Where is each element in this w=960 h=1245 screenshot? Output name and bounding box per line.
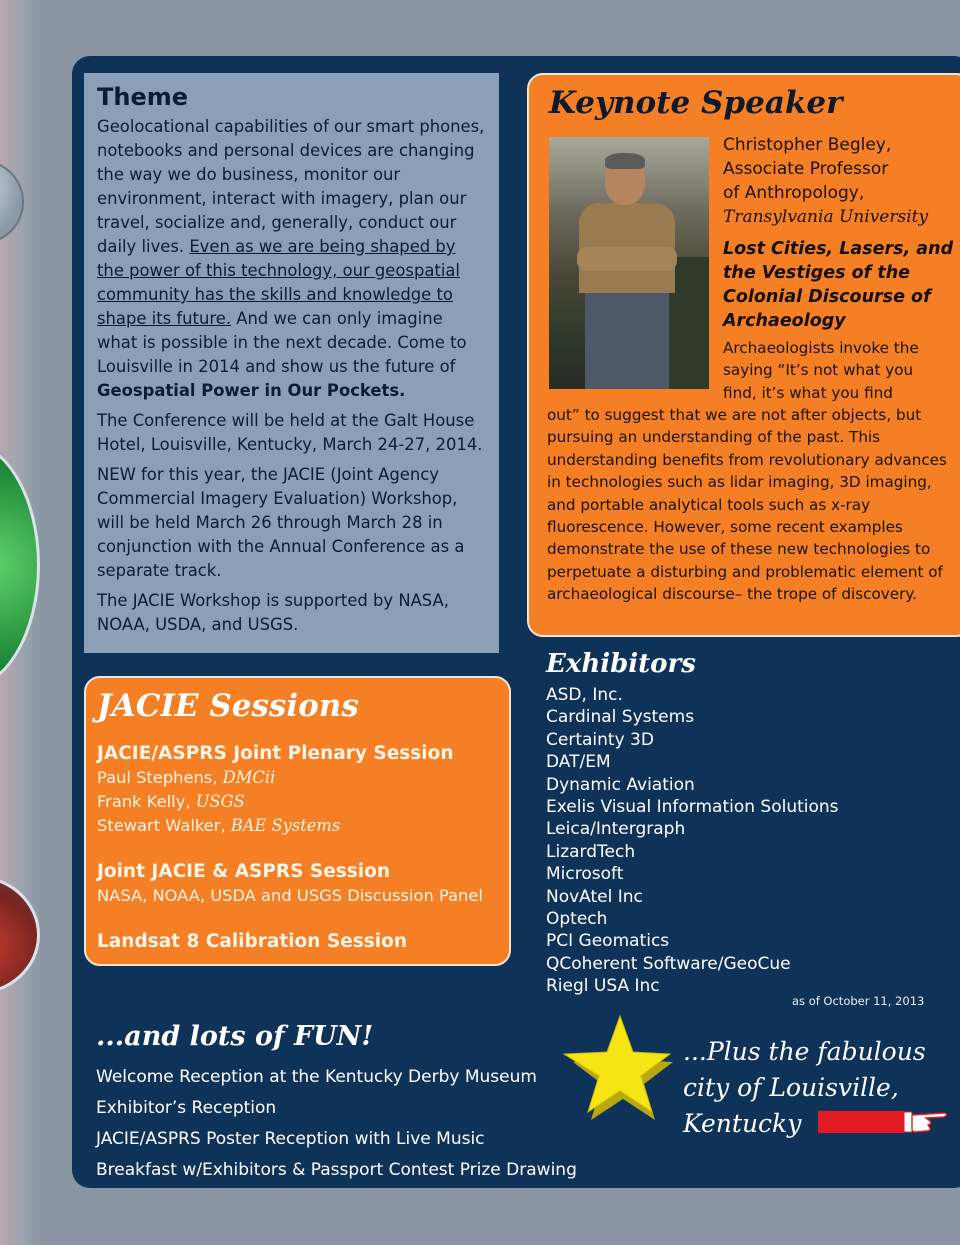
speaker-department: of Anthropology, (723, 183, 865, 203)
exhibitor-item: NovAtel Inc (546, 886, 643, 907)
photo-arms (577, 247, 677, 271)
exhibitor-item: QCoherent Software/GeoCue (546, 953, 791, 974)
session-speaker (97, 790, 509, 814)
speaker-photo (549, 137, 709, 389)
photo-jeans (585, 293, 669, 389)
jacie-sessions-section (84, 676, 511, 966)
keynote-title: Keynote Speaker (549, 85, 843, 121)
theme-tagline: Geospatial Power in Our Pockets. (97, 381, 406, 400)
theme-paragraph-2: The Conference will be held at the Galt House Hotel, Louisville, Kentucky, March 24-27, 2014. (97, 411, 483, 454)
session-detail: NASA, NOAA, USDA and USGS Discussion Panel (97, 886, 483, 905)
speaker-university: Transylvania University (723, 207, 929, 227)
exhibitors-as-of-date: as of October 11, 2013 (792, 994, 925, 1008)
session-speaker (97, 814, 509, 838)
speaker-name: Stewart Walker, (97, 816, 231, 835)
exhibitor-item: Riegl USA Inc (546, 976, 660, 997)
fun-section (96, 1020, 577, 1186)
fun-event: Breakfast w/Exhibitors & Passport Contest Prize Drawing (96, 1160, 577, 1180)
exhibitors-section (546, 648, 946, 1008)
fun-event: Welcome Reception at the Kentucky Derby Museum (96, 1067, 537, 1087)
session-heading: Joint JACIE & ASPRS Session (97, 861, 391, 882)
session-group (97, 930, 509, 954)
fun-event: Exhibitor’s Reception (96, 1098, 277, 1118)
jacie-title: JACIE Sessions (97, 688, 359, 724)
pointing-hand-icon (818, 1105, 950, 1135)
exhibitor-list (546, 684, 946, 998)
speaker-info (723, 133, 960, 333)
speaker-name: Frank Kelly, (97, 792, 196, 811)
theme-paragraph-1 (97, 115, 487, 403)
session-heading: Landsat 8 Calibration Session (97, 931, 407, 952)
theme-paragraph-3: NEW for this year, the JACIE (Joint Agency Commercial Imagery Evaluation) Workshop, will be held March 26 through March 28 in conjunction with the Annual Conference as a separate track. (97, 465, 465, 580)
star-icon (560, 1012, 676, 1122)
exhibitor-item: LizardTech (546, 841, 636, 862)
exhibitor-item: PCI Geomatics (546, 931, 670, 952)
exhibitor-item: Certainty 3D (546, 729, 654, 750)
promo-line: city of Louisville, (683, 1073, 899, 1102)
speaker-name: Paul Stephens, (97, 768, 223, 787)
exhibitor-item: ASD, Inc. (546, 685, 623, 705)
exhibitor-item: DAT/EM (546, 752, 611, 773)
session-group (97, 860, 509, 908)
photo-hair (605, 153, 645, 169)
speaker-org: USGS (195, 792, 245, 811)
exhibitor-item: Leica/Intergraph (546, 819, 686, 840)
exhibitor-item: Exelis Visual Information Solutions (546, 797, 839, 818)
exhibitors-title: Exhibitors (546, 649, 696, 679)
keynote-section (527, 73, 960, 637)
exhibitor-item: Optech (546, 909, 608, 930)
theme-text: Geolocational capabilities of our smart phones, notebooks and personal devices are changing the way we do business, monitor our environment, interact with imagery, plan our travel, socialize and, generally, conduct our daily lives. (97, 117, 485, 256)
session-speaker (97, 766, 509, 790)
talk-description: Archaeologists invoke the saying “It’s not what you find, it’s what you find (723, 339, 919, 402)
theme-title: Theme (97, 83, 189, 111)
speaker-org: BAE Systems (230, 816, 341, 835)
exhibitor-item: Microsoft (546, 864, 624, 885)
talk-description-continued: out” to suggest that we are not after objects, but pursuing an understanding of the past. This understanding benefits from revolutionary advances in technologies such as lidar imaging, 3D imaging, and portable analytical tools such as x-ray fluorescence. However, some recent examples demonstrate the use of these new technologies to perpetuate a disturbing and problematic element of archaeological discourse– the trope of discovery. (547, 406, 947, 604)
fun-title: ...and lots of FUN! (96, 1021, 374, 1052)
speaker-org: DMCii (222, 768, 276, 787)
fun-event: JACIE/ASPRS Poster Reception with Live Music (96, 1129, 485, 1149)
session-heading: JACIE/ASPRS Joint Plenary Session (97, 743, 454, 764)
exhibitor-item: Cardinal Systems (546, 707, 695, 728)
session-group (97, 742, 509, 838)
theme-text: And we can only imagine what is possible in the next decade. Come to Louisville in 2014 and show us the future of (97, 309, 467, 376)
exhibitor-item: Dynamic Aviation (546, 774, 695, 795)
promo-line: Kentucky (683, 1109, 802, 1138)
promo-line: ...Plus the fabulous (683, 1037, 926, 1066)
theme-paragraph-4: The JACIE Workshop is supported by NASA, NOAA, USDA, and USGS. (97, 591, 449, 634)
theme-underlined-text: Even as we are being shaped by the power of this technology, our geospatial community has the skills and knowledge to shape its future. (97, 237, 460, 328)
speaker-title: Associate Professor (723, 159, 889, 179)
theme-section (84, 73, 499, 653)
talk-title: Lost Cities, Lasers, and the Vestiges of the Colonial Discourse of Archaeology (723, 239, 954, 331)
speaker-name: Christopher Begley, (723, 135, 892, 155)
